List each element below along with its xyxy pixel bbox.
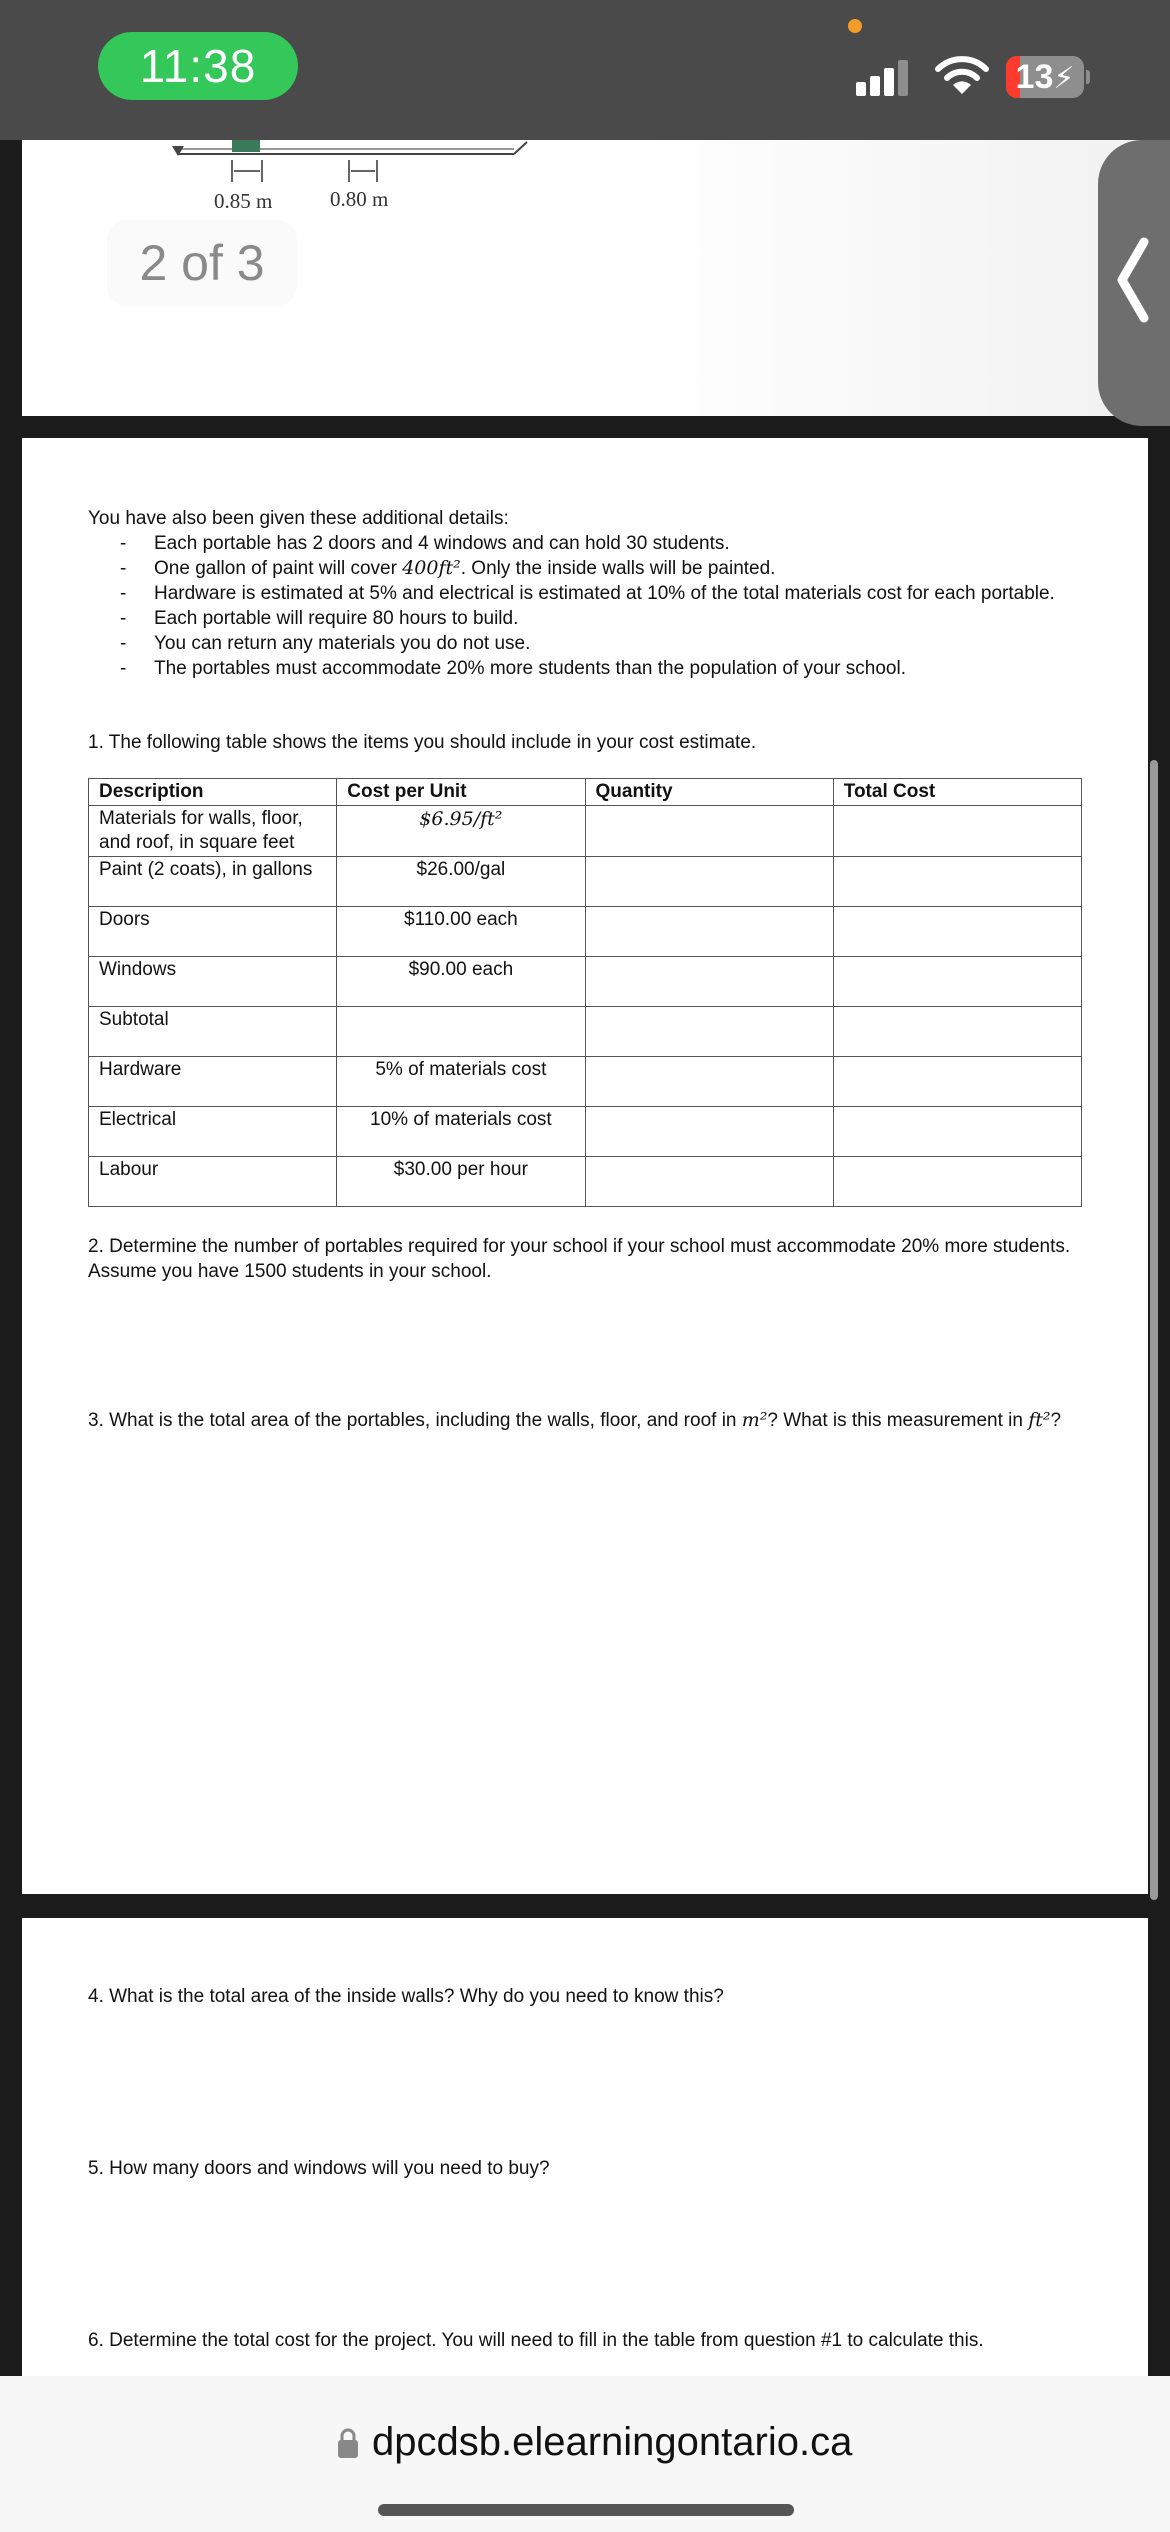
column-header-total-cost: Total Cost xyxy=(833,779,1081,806)
details-item: - Hardware is estimated at 5% and electrical is estimated at 10% of the total materials cost for each portable. xyxy=(88,581,1088,606)
row-description: Windows xyxy=(89,957,337,1007)
page-indicator: 2 of 3 xyxy=(107,220,297,306)
document-page-3 xyxy=(22,1918,1148,2378)
battery-level: 13 xyxy=(1015,58,1054,96)
additional-details xyxy=(88,506,1088,681)
row-description: Electrical xyxy=(89,1107,337,1157)
home-indicator[interactable] xyxy=(378,2504,794,2516)
table-row xyxy=(89,907,1082,957)
quantity-cell[interactable] xyxy=(585,907,833,957)
column-header-cost-per-unit: Cost per Unit xyxy=(337,779,585,806)
details-item: - The portables must accommodate 20% more students than the population of your school. xyxy=(88,656,1088,681)
quantity-cell[interactable] xyxy=(585,1107,833,1157)
sidebar-toggle-tab[interactable] xyxy=(1098,140,1170,426)
total-cost-cell[interactable] xyxy=(833,957,1081,1007)
document-page-2 xyxy=(22,438,1148,1894)
privacy-indicator-dot xyxy=(848,19,862,33)
cellular-signal-icon xyxy=(856,58,916,96)
table-row xyxy=(89,806,1082,857)
battery-icon: 13⚡ xyxy=(1006,56,1090,98)
details-item: - Each portable will require 80 hours to build. xyxy=(88,606,1088,631)
row-description: Subtotal xyxy=(89,1007,337,1057)
question-5: 5. How many doors and windows will you need to buy? xyxy=(88,2158,550,2179)
dimension-label-b: 0.80 m xyxy=(330,187,389,211)
details-item: - You can return any materials you do not use. xyxy=(88,631,1088,656)
column-header-quantity: Quantity xyxy=(585,779,833,806)
row-description: Hardware xyxy=(89,1057,337,1107)
table-row xyxy=(89,957,1082,1007)
address-bar[interactable] xyxy=(0,2376,1170,2532)
dimension-label-a: 0.85 m xyxy=(214,189,273,213)
total-cost-cell[interactable] xyxy=(833,857,1081,907)
details-item: - Each portable has 2 doors and 4 windows and can hold 30 students. xyxy=(88,531,1088,556)
question-2: 2. Determine the number of portables required for your school if your school must accommodate 20% more students. Assume you have 1500 students in your school. xyxy=(88,1236,1071,1282)
details-heading: You have also been given these additional details: xyxy=(88,508,509,529)
total-cost-cell[interactable] xyxy=(833,1057,1081,1107)
row-cost: $26.00/gal xyxy=(337,857,585,907)
question-6: 6. Determine the total cost for the project. You will need to fill in the table from question #1 to calculate this. xyxy=(88,2330,984,2351)
total-cost-cell[interactable] xyxy=(833,1107,1081,1157)
quantity-cell[interactable] xyxy=(585,806,833,857)
quantity-cell[interactable] xyxy=(585,1057,833,1107)
row-cost xyxy=(337,1007,585,1057)
question-3: 3. What is the total area of the portables, including the walls, floor, and roof in m²? What is this measurement in ft²? xyxy=(88,1409,1062,1431)
row-description: Materials for walls, floor, and roof, in square feet xyxy=(89,806,337,857)
row-description: Labour xyxy=(89,1157,337,1207)
quantity-cell[interactable] xyxy=(585,857,833,907)
row-cost: 10% of materials cost xyxy=(337,1107,585,1157)
column-header-description: Description xyxy=(89,779,337,806)
quantity-cell[interactable] xyxy=(585,1157,833,1207)
status-bar xyxy=(0,0,1170,140)
wifi-icon xyxy=(934,56,990,96)
total-cost-cell[interactable] xyxy=(833,806,1081,857)
question-1: 1. The following table shows the items you should include in your cost estimate. xyxy=(88,732,757,753)
row-cost: $110.00 each xyxy=(337,907,585,957)
portable-diagram xyxy=(142,140,562,220)
table-row xyxy=(89,857,1082,907)
url-text[interactable]: dpcdsb.elearningontario.ca xyxy=(372,2420,853,2464)
row-description: Doors xyxy=(89,907,337,957)
details-item: - One gallon of paint will cover 400ft². Only the inside walls will be painted. xyxy=(88,556,1088,581)
document-page-1 xyxy=(22,140,1148,416)
chevron-left-icon xyxy=(1114,236,1150,324)
row-cost: $30.00 per hour xyxy=(337,1157,585,1207)
quantity-cell[interactable] xyxy=(585,1007,833,1057)
cost-estimate-table xyxy=(88,778,1082,1207)
time-display[interactable]: 11:38 xyxy=(98,32,298,100)
row-cost: 5% of materials cost xyxy=(337,1057,585,1107)
total-cost-cell[interactable] xyxy=(833,907,1081,957)
total-cost-cell[interactable] xyxy=(833,1157,1081,1207)
row-cost: $6.95/ft² xyxy=(337,806,585,857)
row-description: Paint (2 coats), in gallons xyxy=(89,857,337,907)
table-row xyxy=(89,1057,1082,1107)
details-list xyxy=(88,531,1088,681)
table-row xyxy=(89,1157,1082,1207)
total-cost-cell[interactable] xyxy=(833,1007,1081,1057)
row-cost: $90.00 each xyxy=(337,957,585,1007)
table-row xyxy=(89,1107,1082,1157)
scrollbar[interactable] xyxy=(1150,760,1158,1900)
quantity-cell[interactable] xyxy=(585,957,833,1007)
lock-icon xyxy=(338,2428,358,2458)
question-4: 4. What is the total area of the inside walls? Why do you need to know this? xyxy=(88,1986,724,2007)
table-row xyxy=(89,1007,1082,1057)
